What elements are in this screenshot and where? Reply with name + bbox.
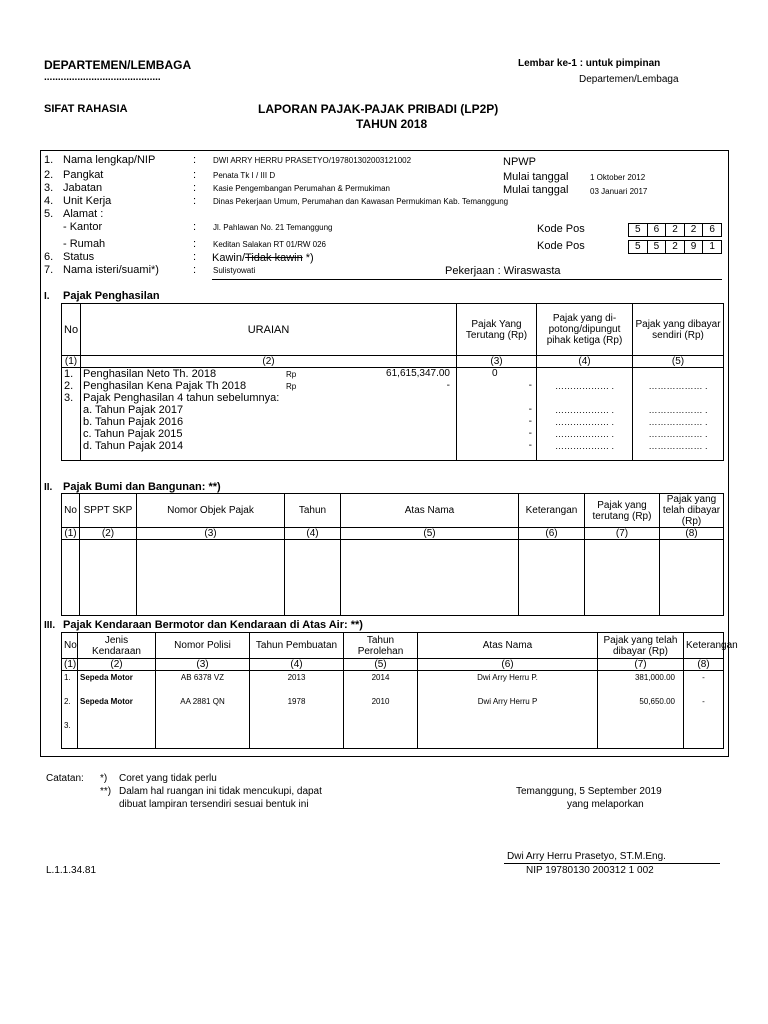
colnum: (3): [156, 659, 250, 671]
income-row-dipotong: ……………… .: [537, 440, 633, 460]
vehicle-cell-nama: Dwi Arry Herru P: [418, 695, 598, 719]
identity-row-colon: :: [193, 238, 197, 250]
income-row-desc: [81, 404, 457, 416]
kode-pos-label-kantor: Kode Pos: [537, 223, 585, 235]
secrecy-label: SIFAT RAHASIA: [44, 103, 128, 115]
colnum: (8): [684, 659, 724, 671]
colnum: (4): [537, 356, 633, 368]
income-row-no: [62, 428, 81, 440]
identity-row-value: Kasie Pengembangan Perumahan & Permukiman: [213, 184, 390, 193]
department-dots: ..........................................: [44, 72, 161, 83]
income-row-dibayar: [633, 392, 724, 404]
vehicle-cell-bayar: 381,000.00: [598, 671, 684, 695]
note2-text: Dalam hal ruangan ini tidak mencukupi, dapat: [119, 786, 322, 797]
income-row-amount: -: [446, 380, 450, 391]
vehicle-tax-table: [61, 632, 738, 749]
colnum: (5): [341, 528, 519, 540]
mulai-tanggal-value-1: 1 Oktober 2012: [590, 173, 646, 182]
sheet-note-line1: Lembar ke-1 : untuk pimpinan: [518, 58, 661, 69]
section3-title: Pajak Kendaraan Bermotor dan Kendaraan di Atas Air: **): [63, 619, 363, 631]
colnum: (7): [585, 528, 660, 540]
signature-line: [504, 863, 720, 864]
identity-row-colon: :: [193, 154, 197, 166]
th-dipotong: Pajak yang di-potong/dipungut pihak ketiga (Rp): [537, 304, 633, 356]
vehicle-row: [62, 695, 724, 719]
income-row-dibayar: ……………… .: [633, 440, 724, 460]
income-row-text: Penghasilan Kena Pajak Th 2018: [83, 380, 247, 392]
vehicle-th: Jenis Kendaraan: [78, 633, 156, 659]
income-row-terutang: -: [457, 428, 537, 440]
colnum: (3): [457, 356, 537, 368]
pekerjaan-label: Pekerjaan : Wiraswasta: [445, 265, 561, 277]
vehicle-th: Tahun Pembuatan: [250, 633, 344, 659]
identity-row-number: 3.: [44, 182, 54, 194]
identity-row-number: 5.: [44, 208, 54, 220]
kode-pos-kantor-boxes: [628, 223, 722, 237]
status-value: [212, 252, 314, 264]
income-row-text: Penghasilan Neto Th. 2018: [83, 368, 217, 380]
income-row-rp: Rp: [286, 370, 297, 379]
form-code: L.1.1.34.81: [46, 865, 97, 876]
vehicle-cell-no: 1.: [62, 671, 78, 695]
note1-mark: *): [100, 773, 108, 784]
identity-row-number: 1.: [44, 154, 54, 166]
identity-row-label: Jabatan: [63, 182, 103, 194]
vehicle-cell-no: 2.: [62, 695, 78, 719]
income-row-text: d. Tahun Pajak 2014: [83, 440, 184, 452]
identity-row-value: Sulistyowati: [213, 266, 256, 275]
income-row-dibayar: ……………… .: [633, 416, 724, 428]
colnum: (2): [78, 659, 156, 671]
income-row-dibayar: ……………… .: [633, 428, 724, 440]
signer-nip: NIP 19780130 200312 1 002: [526, 865, 654, 876]
colnum: (4): [285, 528, 341, 540]
identity-row-colon: :: [193, 182, 197, 194]
kode-pos-digit: 5: [629, 224, 648, 236]
pbb-empty-cell: [80, 540, 137, 616]
income-row-no: [62, 440, 81, 460]
vehicle-cell-buat: [250, 719, 344, 749]
identity-row-label: Status: [63, 251, 95, 263]
colnum: (7): [598, 659, 684, 671]
pbb-th: Nomor Objek Pajak: [137, 494, 285, 528]
income-row-desc: [81, 368, 457, 381]
kode-pos-digit: 5: [648, 241, 667, 253]
kode-pos-digit: 6: [709, 224, 715, 235]
section2-number: II.: [44, 482, 53, 493]
vehicle-row: [62, 719, 724, 749]
income-row-amount: 61,615,347.00: [386, 368, 450, 379]
income-row-no: 3.: [62, 392, 81, 404]
income-row-desc: [81, 392, 457, 404]
form-title: LAPORAN PAJAK-PAJAK PRIBADI (LP2P): [258, 102, 499, 116]
income-row-text: a. Tahun Pajak 2017: [83, 404, 184, 416]
sheet-note-line2: Departemen/Lembaga: [579, 74, 679, 85]
colnum: (3): [137, 528, 285, 540]
income-row: [62, 428, 724, 440]
identity-row-label: Nama lengkap/NIP: [63, 154, 156, 166]
identity-row-number: 7.: [44, 264, 54, 276]
mulai-tanggal-label-1: Mulai tanggal: [503, 171, 569, 183]
income-row-dipotong: ……………… .: [537, 404, 633, 416]
identity-row-colon: :: [193, 264, 197, 276]
status-kawin: Kawin/: [212, 252, 246, 264]
income-row-rp: Rp: [286, 382, 297, 391]
vehicle-cell-jenis: [78, 719, 156, 749]
place-date: Temanggung, 5 September 2019: [516, 786, 662, 797]
income-row-dipotong: ……………… .: [537, 428, 633, 440]
income-row-dibayar: ……………… .: [633, 404, 724, 416]
vehicle-th: Nomor Polisi: [156, 633, 250, 659]
income-row: [62, 368, 724, 381]
pbb-empty-cell: [137, 540, 285, 616]
vehicle-cell-bayar: 50,650.00: [598, 695, 684, 719]
identity-row-label: Pangkat: [63, 169, 104, 181]
status-tidak-kawin: Tidak kawin: [245, 252, 303, 264]
income-row-dipotong: ……………… .: [537, 380, 633, 392]
vehicle-cell-buat: 1978: [250, 695, 344, 719]
vehicle-th: Keterangan: [684, 633, 724, 659]
vehicle-cell-no: 3.: [62, 719, 78, 749]
income-tax-table: [61, 303, 724, 461]
vehicle-cell-nama: Dwi Arry Herru P.: [418, 671, 598, 695]
th-dibayar: Pajak yang dibayar sendiri (Rp): [633, 304, 724, 356]
identity-row-colon: :: [193, 169, 197, 181]
pbb-th: SPPT SKP: [80, 494, 137, 528]
income-row-desc: [81, 416, 457, 428]
mulai-tanggal-label-2: Mulai tanggal: [503, 184, 569, 196]
vehicle-th: Pajak yang telah dibayar (Rp): [598, 633, 684, 659]
identity-row-label: Unit Kerja: [63, 195, 112, 207]
spouse-underline: [212, 279, 722, 280]
income-row-no: 2.: [62, 380, 81, 392]
income-row: [62, 392, 724, 404]
th-no: No: [62, 304, 81, 356]
pbb-empty-cell: [285, 540, 341, 616]
pbb-th: Tahun: [285, 494, 341, 528]
vehicle-th: Atas Nama: [418, 633, 598, 659]
colnum: (1): [62, 528, 80, 540]
vehicle-cell-nopol: AB 6378 VZ: [156, 671, 250, 695]
income-row-terutang: -: [457, 440, 537, 460]
section1-title: Pajak Penghasilan: [63, 290, 160, 302]
colnum: (2): [81, 356, 457, 368]
identity-row-colon: :: [193, 251, 197, 263]
income-row: [62, 440, 724, 460]
income-row: [62, 404, 724, 416]
pbb-empty-cell: [519, 540, 585, 616]
vehicle-cell-buat: 2013: [250, 671, 344, 695]
vehicle-cell-oleh: 2014: [344, 671, 418, 695]
pbb-th: Atas Nama: [341, 494, 519, 528]
section2-title: Pajak Bumi dan Bangunan: **): [63, 481, 221, 493]
identity-row-colon: :: [193, 221, 197, 233]
vehicle-cell-oleh: 2010: [344, 695, 418, 719]
income-row-desc: [81, 380, 457, 392]
identity-row-label: Alamat :: [63, 208, 104, 220]
income-row-dipotong: [537, 368, 633, 381]
vehicle-cell-jenis: Sepeda Motor: [78, 695, 156, 719]
kode-pos-digit: 6: [648, 224, 667, 236]
income-row-text: Pajak Penghasilan 4 tahun sebelumnya:: [83, 392, 280, 404]
department-label: DEPARTEMEN/LEMBAGA: [44, 58, 192, 72]
income-row-terutang: -: [457, 404, 537, 416]
identity-row-value: Keditan Salakan RT 01/RW 026: [213, 240, 326, 249]
pbb-th: Keterangan: [519, 494, 585, 528]
reporter-label: yang melaporkan: [567, 799, 644, 810]
identity-row-value: Jl. Pahlawan No. 21 Temanggung: [213, 223, 333, 232]
colnum: (2): [80, 528, 137, 540]
identity-row-label: - Kantor: [63, 221, 103, 233]
vehicle-cell-nopol: AA 2881 QN: [156, 695, 250, 719]
vehicle-cell-ket: -: [684, 695, 724, 719]
vehicle-cell-oleh: [344, 719, 418, 749]
income-row-terutang: 0: [457, 368, 537, 381]
colnum: (8): [660, 528, 724, 540]
income-row-desc: [81, 440, 457, 460]
pbb-th: Pajak yang terutang (Rp): [585, 494, 660, 528]
kode-pos-label-rumah: Kode Pos: [537, 240, 585, 252]
notes-label: Catatan:: [46, 773, 84, 784]
income-row-text: c. Tahun Pajak 2015: [83, 428, 183, 440]
kode-pos-digit: 2: [685, 224, 704, 236]
colnum: (1): [62, 659, 78, 671]
income-row-terutang: -: [457, 416, 537, 428]
income-row-desc: [81, 428, 457, 440]
colnum: (4): [250, 659, 344, 671]
kode-pos-digit: 1: [709, 241, 715, 252]
income-row-no: [62, 404, 81, 416]
th-uraian: URAIAN: [81, 304, 457, 356]
identity-row-value: DWI ARRY HERRU PRASETYO/197801302003121002: [213, 156, 412, 165]
note1-text: Coret yang tidak perlu: [119, 773, 217, 784]
colnum: (1): [62, 356, 81, 368]
pbb-empty-cell: [341, 540, 519, 616]
vehicle-cell-nama: [418, 719, 598, 749]
pbb-th: No: [62, 494, 80, 528]
signer-name: Dwi Arry Herru Prasetyo, ST.M.Eng.: [507, 851, 666, 862]
income-row-no: 1.: [62, 368, 81, 381]
kode-pos-digit: 2: [666, 224, 685, 236]
vehicle-row: [62, 671, 724, 695]
colnum: (6): [418, 659, 598, 671]
kode-pos-digit: 2: [666, 241, 685, 253]
form-year: TAHUN 2018: [356, 117, 428, 131]
vehicle-cell-ket: -: [684, 671, 724, 695]
income-row-dipotong: [537, 392, 633, 404]
identity-row-label: Nama isteri/suami*): [63, 264, 159, 276]
income-row-terutang: -: [457, 380, 537, 392]
mulai-tanggal-value-2: 03 Januari 2017: [590, 187, 648, 196]
kode-pos-rumah-boxes: [628, 240, 722, 254]
kode-pos-digit: 9: [685, 241, 704, 253]
identity-row-label: - Rumah: [63, 238, 106, 250]
identity-row-number: 6.: [44, 251, 54, 263]
identity-row-value: Dinas Pekerjaan Umum, Perumahan dan Kawasan Permukiman Kab. Temanggung: [213, 197, 509, 206]
income-row-terutang: [457, 392, 537, 404]
income-row: [62, 380, 724, 392]
note2-text-cont: dibuat lampiran tersendiri sesuai bentuk ini: [119, 799, 309, 810]
vehicle-cell-jenis: Sepeda Motor: [78, 671, 156, 695]
colnum: (5): [633, 356, 724, 368]
income-row: [62, 416, 724, 428]
section3-number: III.: [44, 620, 56, 631]
income-row-dibayar: ……………… .: [633, 380, 724, 392]
pbb-empty-cell: [660, 540, 724, 616]
pbb-th: Pajak yang telah dibayar (Rp): [660, 494, 724, 528]
income-row-no: [62, 416, 81, 428]
status-note: *): [302, 252, 314, 264]
income-row-dibayar: [633, 368, 724, 381]
section1-number: I.: [44, 291, 50, 302]
vehicle-cell-ket: [684, 719, 724, 749]
identity-row-number: 4.: [44, 195, 54, 207]
note2-mark: **): [100, 786, 112, 797]
colnum: (6): [519, 528, 585, 540]
vehicle-th: Tahun Perolehan: [344, 633, 418, 659]
income-row-text: b. Tahun Pajak 2016: [83, 416, 184, 428]
pbb-empty-cell: [62, 540, 80, 616]
vehicle-cell-bayar: [598, 719, 684, 749]
npwp-label: NPWP: [503, 156, 536, 168]
vehicle-cell-nopol: [156, 719, 250, 749]
kode-pos-digit: 5: [629, 241, 648, 253]
identity-row-value: Penata Tk I / III D: [213, 171, 276, 180]
identity-row-colon: :: [193, 195, 197, 207]
pbb-table: [61, 493, 724, 616]
colnum: (5): [344, 659, 418, 671]
vehicle-th: No: [62, 633, 78, 659]
identity-row-number: 2.: [44, 169, 54, 181]
th-terutang: Pajak Yang Terutang (Rp): [457, 304, 537, 356]
income-row-dipotong: ……………… .: [537, 416, 633, 428]
pbb-empty-cell: [585, 540, 660, 616]
